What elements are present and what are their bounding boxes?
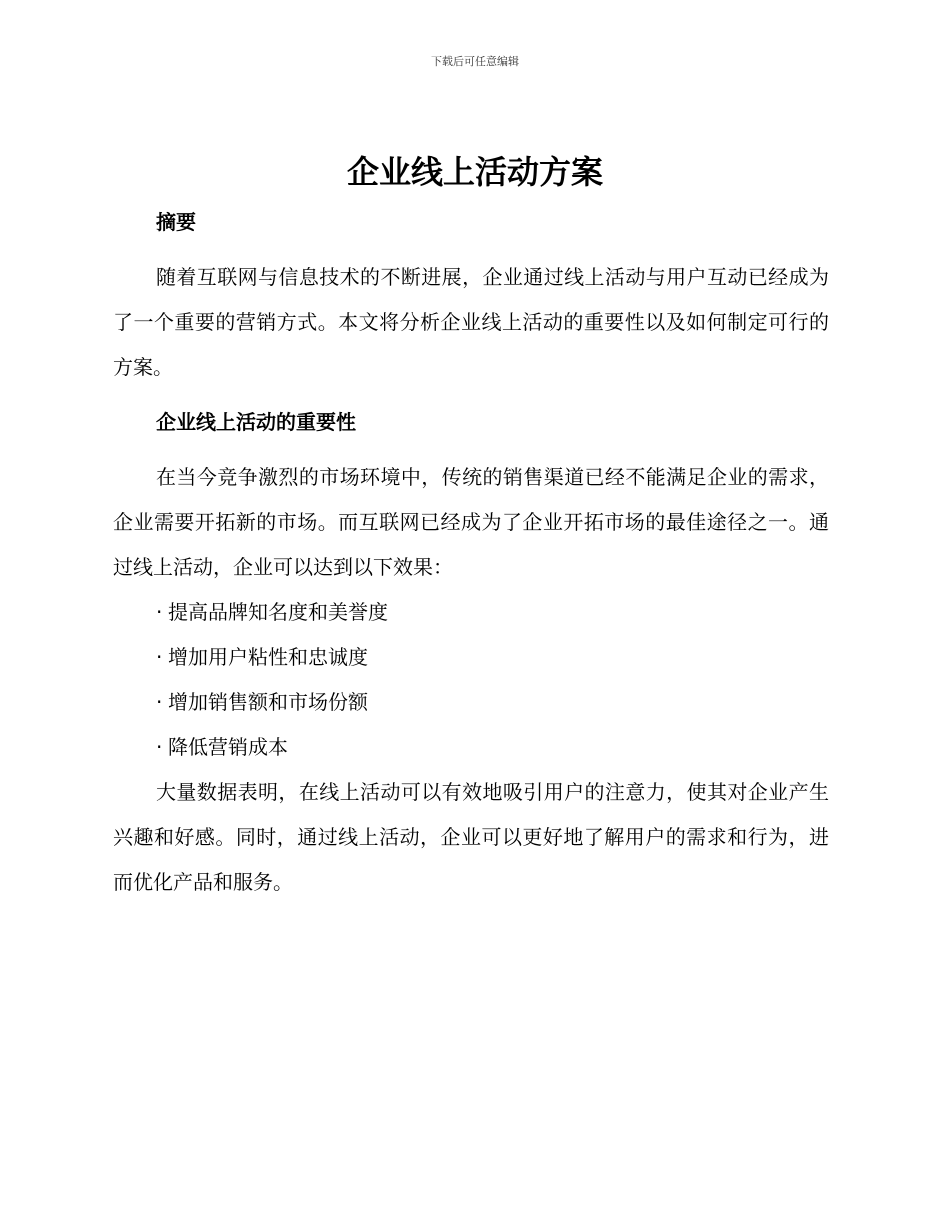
list-item	[113, 590, 829, 635]
list-item-text: 降低营销成本	[168, 735, 288, 759]
conclusion-paragraph: 大量数据表明，在线上活动可以有效地吸引用户的注意力，使其对企业产生兴趣和好感。同时，通过线上活动，企业可以更好地了解用户的需求和行为，进而优化产品和服务。	[113, 780, 829, 894]
list-item	[113, 725, 829, 770]
list-item	[113, 635, 829, 680]
document-body	[113, 202, 829, 905]
bullet-icon: ·	[156, 735, 163, 759]
list-item-text: 增加用户粘性和忠诚度	[168, 645, 368, 669]
bullet-icon: ·	[156, 690, 163, 714]
importance-paragraph: 在当今竞争激烈的市场环境中，传统的销售渠道已经不能满足企业的需求，企业需要开拓新的市场。而互联网已经成为了企业开拓市场的最佳途径之一。通过线上活动，企业可以达到以下效果：	[113, 465, 829, 579]
document-title: 企业线上活动方案	[346, 153, 603, 191]
bullet-icon: ·	[156, 600, 163, 624]
list-item-text: 增加销售额和市场份额	[168, 690, 368, 714]
abstract-paragraph: 随着互联网与信息技术的不断进展，企业通过线上活动与用户互动已经成为了一个重要的营销方式。本文将分析企业线上活动的重要性以及如何制定可行的方案。	[113, 265, 829, 379]
page-header-note: 下载后可任意编辑	[431, 55, 519, 68]
importance-heading: 企业线上活动的重要性	[156, 410, 356, 434]
abstract-heading: 摘要	[156, 210, 196, 234]
list-item	[113, 680, 829, 725]
bullet-icon: ·	[156, 645, 163, 669]
list-item-text: 提高品牌知名度和美誉度	[168, 600, 388, 624]
benefits-list	[113, 590, 829, 770]
